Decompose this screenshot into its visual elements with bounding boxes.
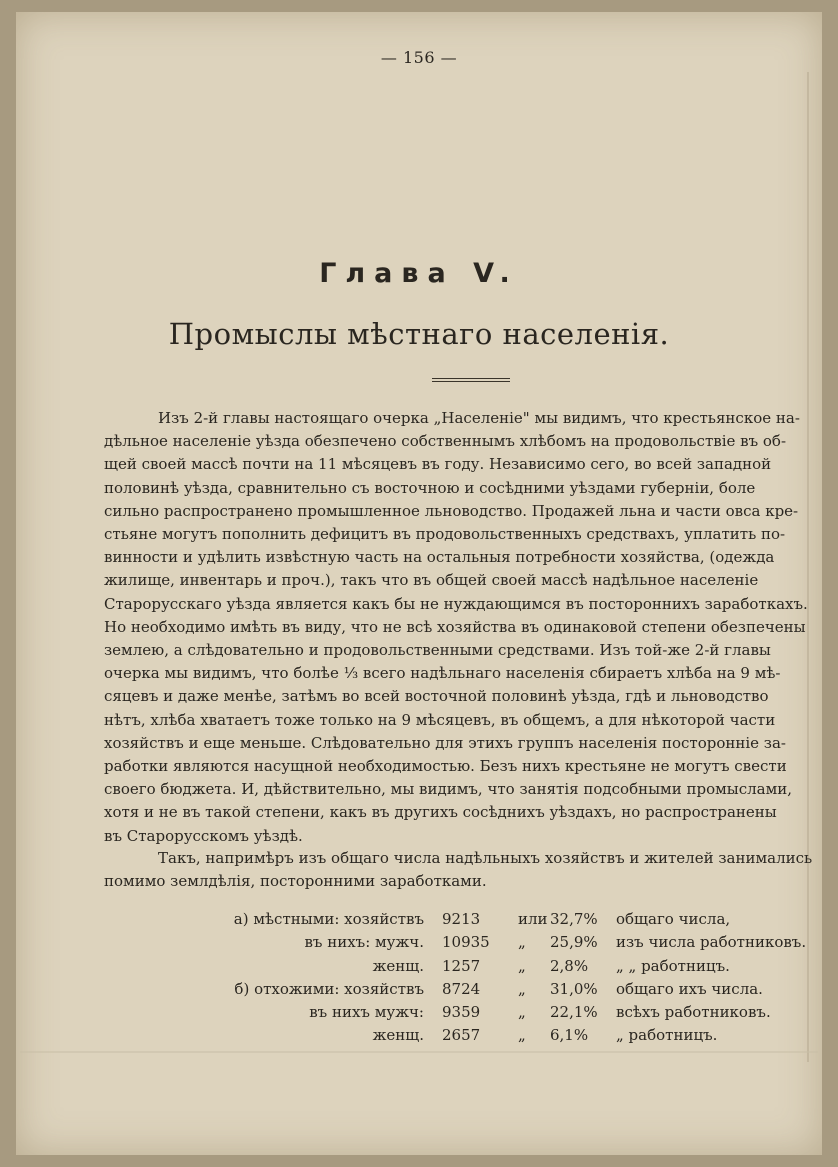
row-percent: 2,8%	[550, 956, 589, 975]
page-number: — 156 —	[380, 48, 458, 67]
text-line: хозяйствъ и еще меньше. Слѣдовательно для этихъ группъ населенія посторонніе за-	[104, 733, 786, 752]
text-line: работки являются насущной необходимостью. Безъ нихъ крестьяне не могутъ свести	[104, 757, 787, 776]
text-line: Такъ, напримѣръ изъ общаго числа надѣльныхъ хозяйствъ и жителей занимались	[158, 849, 813, 867]
row-separator: или	[518, 910, 548, 928]
row-separator: „	[518, 979, 526, 998]
row-label: въ нихъ: мужч.	[304, 933, 424, 952]
table-row	[166, 910, 816, 933]
row-label: женщ.	[372, 956, 424, 975]
row-count: 9213	[442, 910, 481, 928]
table-row	[166, 1026, 816, 1049]
row-description: всѣхъ работниковъ.	[616, 1003, 771, 1022]
text-line: дѣльное населеніе уѣзда обезпечено собственнымъ хлѣбомъ на продовольствіе въ об-	[104, 432, 787, 451]
paragraph-2	[104, 847, 820, 893]
row-percent: 32,7%	[550, 910, 598, 928]
row-count: 9359	[442, 1003, 481, 1022]
table-row	[166, 980, 816, 1003]
table-row	[166, 933, 816, 956]
text-line: очерка мы видимъ, что болѣе ⅓ всего надѣльнаго населенія сбираетъ хлѣба на 9 мѣ-	[104, 664, 781, 683]
row-percent: 6,1%	[550, 1026, 589, 1045]
row-separator: „	[518, 1003, 526, 1022]
employment-table	[166, 910, 816, 1050]
row-description: общаго ихъ числа.	[616, 979, 763, 998]
text-line: помимо землдѣлія, посторонними заработками.	[104, 872, 487, 891]
row-percent: 22,1%	[550, 1003, 598, 1022]
text-line: сильно распространено промышленное льноводство. Продажей льна и части овса кре-	[104, 501, 799, 520]
title-divider	[432, 378, 510, 382]
row-separator: „	[518, 933, 526, 952]
row-label: въ нихъ мужч:	[309, 1003, 424, 1022]
row-description: „ работницъ.	[616, 1026, 718, 1045]
text-line: жилище, инвентарь и проч.), такъ что въ общей своей массѣ надѣльное населеніе	[104, 571, 759, 590]
row-description: общаго числа,	[616, 910, 731, 928]
text-line: щей своей массѣ почти на 11 мѣсяцевъ въ году. Независимо сего, во всей западной	[104, 455, 772, 474]
row-separator: „	[518, 1026, 526, 1045]
text-line: Старорусскаго уѣзда является какъ бы не нуждающимся въ постороннихъ заработкахъ.	[104, 594, 808, 613]
row-count: 1257	[442, 956, 481, 975]
row-count: 2657	[442, 1026, 481, 1045]
row-separator: „	[518, 956, 526, 975]
row-percent: 25,9%	[550, 933, 598, 952]
text-line: Но необходимо имѣть въ виду, что не всѣ хозяйства въ одинаковой степени обезпечены	[104, 617, 806, 636]
text-line: Изъ 2-й главы настоящаго очерка „Населеніе" мы видимъ, что крестьянское на-	[158, 409, 800, 427]
book-page	[16, 12, 822, 1155]
paragraph-1	[104, 407, 820, 848]
row-description: изъ числа работниковъ.	[616, 933, 807, 952]
text-line: половинѣ уѣзда, сравнительно съ восточною и сосѣдними уѣздами губерніи, боле	[104, 478, 756, 497]
table-row	[166, 957, 816, 980]
row-description: „ „ работницъ.	[616, 956, 730, 975]
text-line: въ Старорусскомъ уѣздѣ.	[104, 826, 303, 845]
text-line: землею, а слѣдовательно и продовольственными средствами. Изъ той-же 2-й главы	[104, 641, 771, 660]
row-label: а) мѣстными: хозяйствъ	[233, 910, 424, 928]
text-line: нѣтъ, хлѣба хватаетъ тоже только на 9 мѣсяцевъ, въ общемъ, а для нѣкоторой части	[104, 710, 776, 729]
row-label: женщ.	[372, 1026, 424, 1045]
text-line: хотя и не въ такой степени, какъ въ другихъ сосѣднихъ уѣздахъ, но распространены	[104, 803, 777, 822]
text-line: стьяне могутъ пополнить дефицитъ въ продовольственныхъ средствахъ, уплатить по-	[104, 525, 786, 544]
table-row	[166, 1003, 816, 1026]
text-line: винности и удѣлить извѣстную часть на остальныя потребности хозяйства, (одежда	[104, 548, 775, 567]
text-line: сяцевъ и даже менѣе, затѣмъ во всей восточной половинѣ уѣзда, гдѣ и льноводство	[104, 687, 769, 706]
chapter-title: Глава V.	[319, 258, 519, 289]
row-percent: 31,0%	[550, 979, 598, 998]
chapter-subtitle: Промыслы мѣстнаго населенія.	[168, 317, 670, 351]
row-label: б) отхожими: хозяйствъ	[234, 979, 424, 998]
text-line: своего бюджета. И, дѣйствительно, мы видимъ, что занятія подсобными промыслами,	[104, 780, 793, 799]
row-count: 8724	[442, 979, 481, 998]
row-count: 10935	[442, 933, 490, 952]
